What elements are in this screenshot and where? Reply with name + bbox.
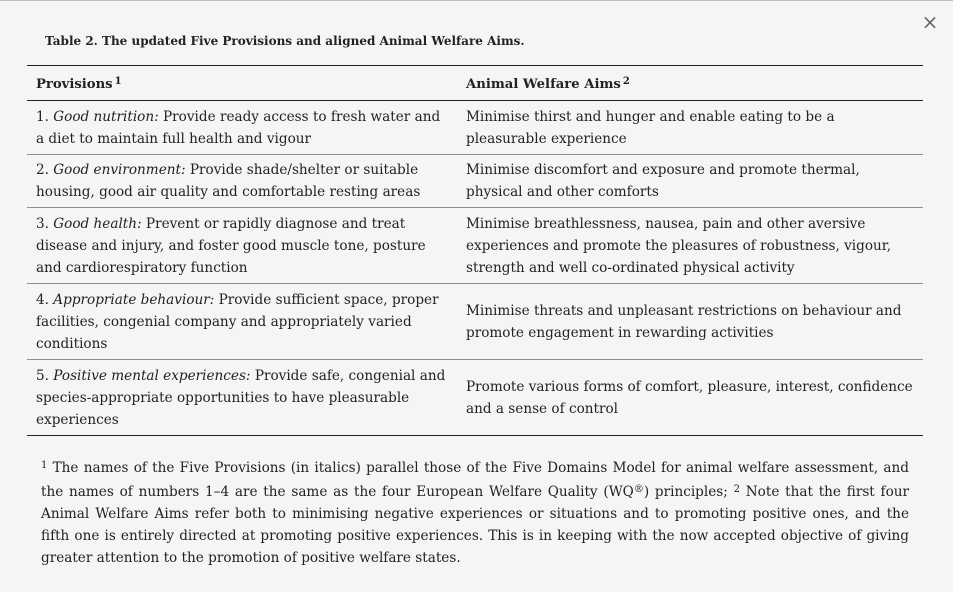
provision-number: 4. [36, 291, 54, 308]
provision-number: 5. [36, 367, 54, 384]
aim-cell: Minimise thirst and hunger and enable eating to be a pleasurable experience [466, 108, 835, 147]
provisions-table [27, 65, 923, 436]
provision-cell [27, 360, 457, 436]
provision-cell [27, 284, 457, 360]
provision-cell [27, 208, 457, 284]
table-row [27, 360, 923, 436]
provision-number: 3. [36, 215, 54, 232]
provision-label: Good nutrition: [53, 108, 159, 125]
header-provisions-label: Provisions [36, 77, 113, 92]
provision-cell [27, 155, 457, 208]
footnote-1-text: The names of the Five Provisions (in italics) parallel those of the Five Domains Model for animal welfare assessment, and the names of numbers 1–4 are the same as the four European Welfare Quality (WQ [41, 460, 909, 500]
header-provisions-footnote-ref[interactable]: 1 [114, 76, 122, 87]
top-border-line [0, 0, 953, 1]
provision-label: Appropriate behaviour: [53, 291, 215, 308]
provision-label: Good health: [53, 215, 142, 232]
header-provisions [27, 66, 457, 101]
header-aims-footnote-ref[interactable]: 2 [622, 76, 630, 87]
provision-text: Provide shade/shelter or suitable housing, good air quality and comfortable resting areas [36, 162, 421, 200]
provision-cell [27, 101, 457, 155]
provision-label: Positive mental experiences: [53, 367, 251, 384]
registered-mark: ® [633, 484, 644, 495]
provision-number: 2. [36, 162, 54, 178]
provision-text: Provide safe, congenial and species-appropriate opportunities to have pleasurable experiences [36, 367, 446, 428]
provision-text: Prevent or rapidly diagnose and treat disease and injury, and foster good muscle tone, posture and cardiorespiratory function [36, 215, 426, 276]
footnote-1-tail: ) principles; [643, 484, 734, 500]
aim-cell: Minimise discomfort and exposure and promote thermal, physical and other comforts [466, 162, 860, 200]
header-aims [457, 66, 923, 101]
footnote-2-text: Note that the first four Animal Welfare Aims refer both to minimising negative experiences or situations and to promoting positive ones, and the fifth one is entirely directed at promoting positive experiences. This is in keeping with the now accepted objective of giving greater attention to the promotion of positive welfare states. [41, 484, 910, 566]
provision-label: Good environment: [53, 162, 186, 178]
provision-text: Provide ready access to fresh water and a diet to maintain full health and vigour [36, 108, 441, 147]
table-row [27, 101, 923, 155]
aim-cell: Minimise threats and unpleasant restrictions on behaviour and promote engagement in rewarding activities [466, 302, 902, 341]
footnote-1-marker: 1 [41, 460, 48, 471]
table-row [27, 208, 923, 284]
aim-cell: Minimise breathlessness, nausea, pain and other aversive experiences and promote the pleasures of robustness, vigour, strength and well co-ordinated physical activity [466, 215, 892, 276]
table-caption: Table 2. The updated Five Provisions and aligned Animal Welfare Aims. [45, 34, 525, 48]
provision-text: Provide sufficient space, proper facilities, congenial company and appropriately varied conditions [36, 291, 439, 352]
aim-cell: Promote various forms of comfort, pleasure, interest, confidence and a sense of control [466, 378, 913, 417]
close-icon[interactable]: × [921, 10, 939, 34]
table-header-row [27, 66, 923, 101]
table-footnotes [41, 455, 909, 569]
header-aims-label: Animal Welfare Aims [466, 77, 621, 92]
provision-number: 1. [36, 108, 54, 125]
footnote-2-marker: 2 [733, 484, 740, 495]
table-row [27, 155, 923, 208]
table-row [27, 284, 923, 360]
